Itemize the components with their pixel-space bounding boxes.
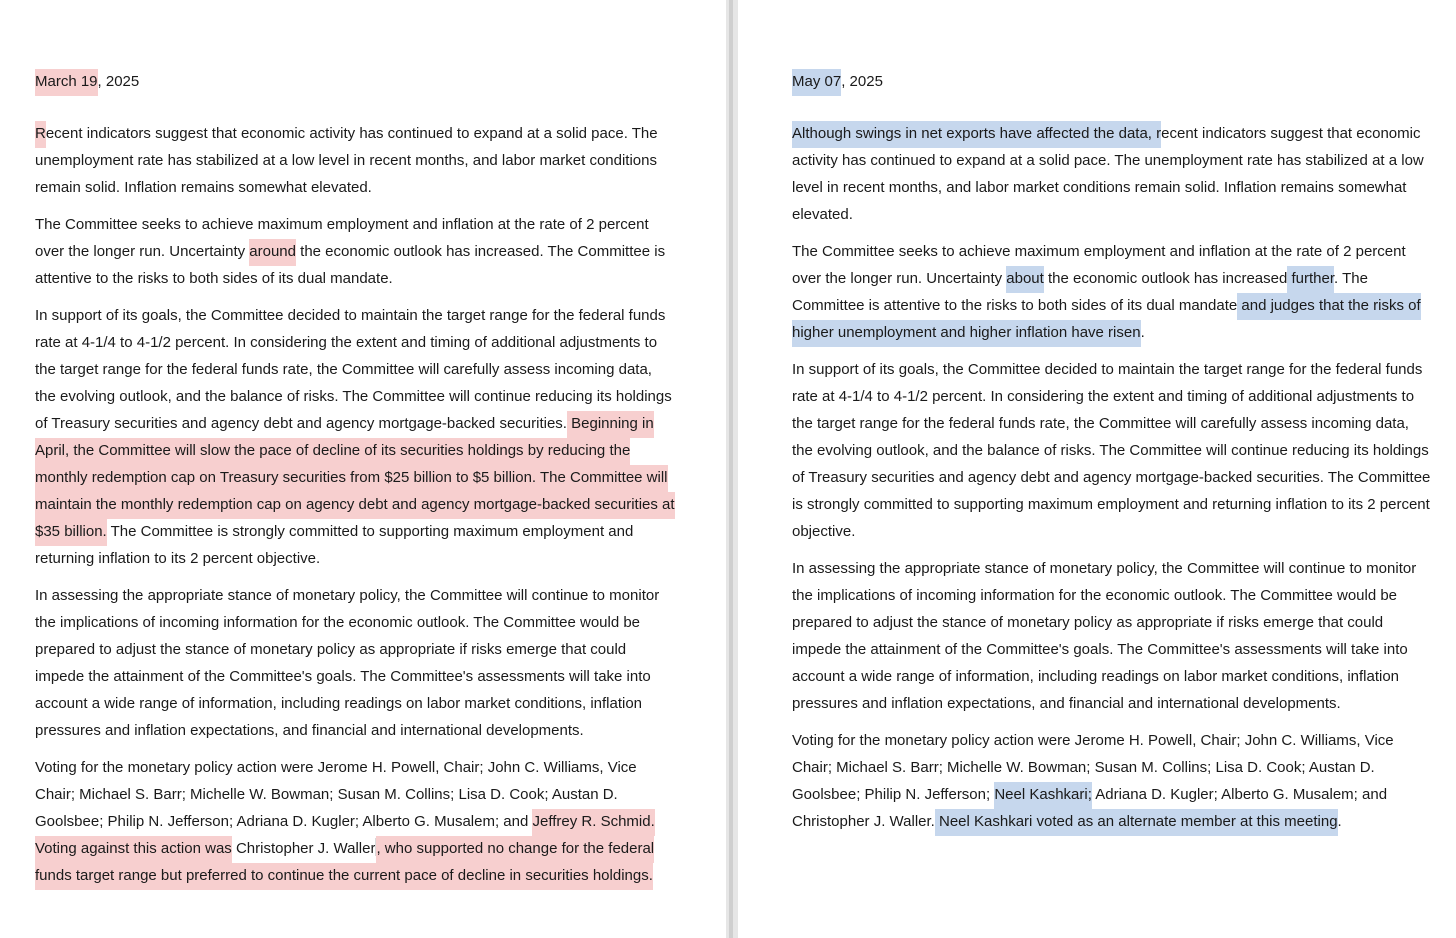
paragraph-text: Christopher J. Waller (231, 840, 376, 857)
date-year: , 2025 (97, 73, 140, 90)
inserted-text: further (1287, 266, 1334, 293)
paragraph-text: Voting for the monetary policy action were Jerome H. Powell, Chair; John C. Williams, Vice Chair; Michael S. Barr; Michelle W. Bowman; Susan M. Collins; Lisa D. Cook; Austan D. Goolsbee; Philip N. Jefferson; Adriana D. Kugler; Alberto G. Musalem; and (35, 759, 637, 830)
new-statement-document (792, 70, 1432, 845)
inserted-text: Although swings in net exports have affected the data, r (792, 121, 1161, 148)
paragraph-text: . The Committee is attentive to the risks to both sides of its dual mandate (792, 270, 1368, 314)
paragraph-text: Voting for the monetary policy action were Jerome H. Powell, Chair; John C. Williams, Vice Chair; Michael S. Barr; Michelle W. Bowman; Susan M. Collins; Lisa D. Cook; Austan D. Goolsbee; Philip N. Jefferson; (792, 732, 1394, 803)
deleted-text: R (35, 121, 46, 148)
splitter-handle[interactable] (729, 0, 733, 938)
new-paragraph-3: In support of its goals, the Committee decided to maintain the target range for the federal funds rate at 4-1/4 to 4-1/2 percent. In considering the extent and timing of additional adjustments to the target range for the federal funds rate, the Committee will carefully assess incoming data, the evolving outlook, and the balance of risks. The Committee will continue reducing its holdings of Treasury securities and agency debt and agency mortgage-backed securities. The Committee is strongly committed to supporting maximum employment and returning inflation to its 2 percent objective. (792, 361, 1431, 540)
deleted-text: around (249, 239, 296, 266)
paragraph-text: The Committee seeks to achieve maximum employment and inflation at the rate of 2 percent over the longer run. Uncertainty (35, 216, 649, 260)
old-paragraph-2 (35, 211, 675, 292)
inserted-date: May 07 (792, 69, 841, 96)
inserted-text: and judges that the risks of higher unemployment and higher inflation have risen (792, 293, 1421, 347)
old-statement-date (35, 70, 675, 94)
paragraph-text: The Committee seeks to achieve maximum employment and inflation at the rate of 2 percent over the longer run. Uncertainty (792, 243, 1406, 287)
old-paragraph-1 (35, 120, 675, 201)
paragraph-text: the economic outlook has increased. The Committee is attentive to the risks to both sides of its dual mandate. (35, 243, 666, 287)
new-paragraph-5 (792, 727, 1432, 835)
new-statement-date (792, 70, 1432, 94)
paragraph-text: ecent indicators suggest that economic activity has continued to expand at a solid pace. The unemployment rate has stabilized at a low level in recent months, and labor market conditions remain solid. Inflation remains somewhat elevated. (792, 125, 1424, 223)
new-paragraph-1 (792, 120, 1432, 228)
paragraph-text: . (1337, 813, 1342, 830)
deleted-date: March 19 (35, 69, 98, 96)
old-paragraph-5 (35, 754, 675, 889)
new-paragraph-2 (792, 238, 1432, 346)
deleted-text: Jeffrey R. Schmid. Voting against this action was (35, 809, 655, 863)
old-paragraph-3 (35, 302, 675, 572)
date-year: , 2025 (841, 73, 883, 90)
paragraph-text: . (1140, 324, 1145, 341)
new-version-pane (738, 0, 1456, 938)
deleted-text: , who supported no change for the federal funds target range but preferred to continue the current pace of decline in securities holdings. (35, 836, 654, 890)
deleted-text: Beginning in April, the Committee will slow the pace of decline of its securities holdings by reducing the monthly redemption cap on Treasury securities from $25 billion to $5 billion. The Committee will maintain the monthly redemption cap on agency debt and agency mortgage-backed securities at $35 billion. (35, 411, 675, 546)
paragraph-text: the economic outlook has increased (1043, 270, 1288, 287)
paragraph-text: In support of its goals, the Committee decided to maintain the target range for the federal funds rate at 4-1/4 to 4-1/2 percent. In considering the extent and timing of additional adjustments to the target range for the federal funds rate, the Committee will carefully assess incoming data, the evolving outlook, and the balance of risks. The Committee will continue reducing its holdings of Treasury securities and agency debt and agency mortgage-backed securities. (35, 307, 672, 432)
paragraph-text: The Committee is strongly committed to supporting maximum employment and returning inflation to its 2 percent objective. (35, 523, 634, 567)
inserted-text: about (1006, 266, 1044, 293)
pane-splitter[interactable] (726, 0, 738, 938)
old-paragraph-4: In assessing the appropriate stance of monetary policy, the Committee will continue to monitor the implications of incoming information for the economic outlook. The Committee would be prepared to adjust the stance of monetary policy as appropriate if risks emerge that could impede the attainment of the Committee's goals. The Committee's assessments will take into account a wide range of information, including readings on labor market conditions, inflation pressures and inflation expectations, and financial and international developments. (35, 587, 660, 739)
paragraph-text: Adriana D. Kugler; Alberto G. Musalem; and Christopher J. Waller. (792, 786, 1388, 830)
new-paragraph-4: In assessing the appropriate stance of monetary policy, the Committee will continue to monitor the implications of incoming information for the economic outlook. The Committee would be prepared to adjust the stance of monetary policy as appropriate if risks emerge that could impede the attainment of the Committee's goals. The Committee's assessments will take into account a wide range of information, including readings on labor market conditions, inflation pressures and inflation expectations, and financial and international developments. (792, 560, 1417, 712)
old-statement-document (35, 70, 675, 899)
old-version-pane (0, 0, 726, 938)
paragraph-text: ecent indicators suggest that economic activity has continued to expand at a solid pace. The unemployment rate has stabilized at a low level in recent months, and labor market conditions remain solid. Inflation remains somewhat elevated. (35, 125, 658, 196)
inserted-text: Neel Kashkari; (994, 782, 1092, 809)
inserted-text: Neel Kashkari voted as an alternate member at this meeting (935, 809, 1338, 836)
